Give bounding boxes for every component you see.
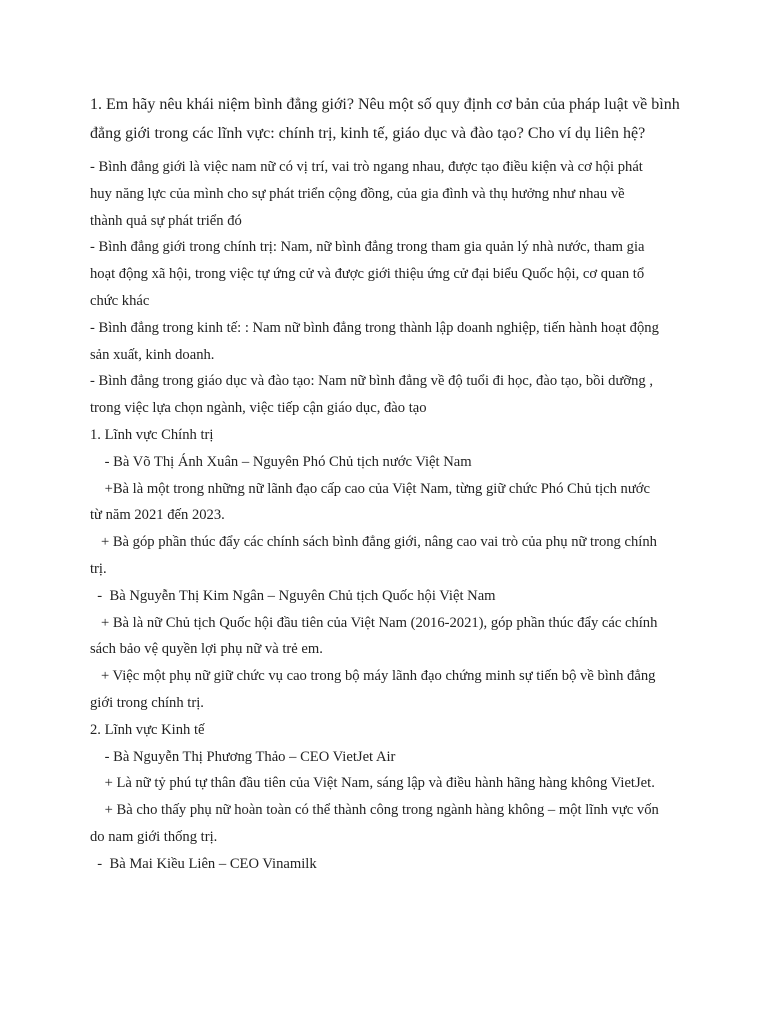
text-line: - Bình đẳng giới là việc nam nữ có vị trí, vai trò ngang nhau, được tạo điều kiện và cơ hội phát xyxy=(90,159,643,175)
text-line: - Bình đẳng giới trong chính trị: Nam, nữ bình đẳng trong tham gia quản lý nhà nước, tham gia xyxy=(90,239,645,256)
text-line: + Là nữ tỷ phú tự thân đầu tiên của Việt Nam, sáng lập và điều hành hãng hàng không VietJet. xyxy=(90,775,655,792)
text-line: + Bà góp phần thúc đẩy các chính sách bình đẳng giới, nâng cao vai trò của phụ nữ trong chính xyxy=(90,534,657,551)
text-line: thành quả sự phát triển đó xyxy=(90,212,242,229)
text-line: sản xuất, kinh doanh. xyxy=(90,346,215,363)
text-line: trong việc lựa chọn ngành, việc tiếp cận giáo dục, đào tạo xyxy=(90,400,427,417)
text-line: +Bà là một trong những nữ lãnh đạo cấp cao của Việt Nam, từng giữ chức Phó Chủ tịch nước xyxy=(90,480,650,497)
text-line: - Bà Mai Kiều Liên – CEO Vinamilk xyxy=(90,855,317,872)
text-line: + Việc một phụ nữ giữ chức vụ cao trong bộ máy lãnh đạo chứng minh sự tiến bộ về bình đẳng xyxy=(90,668,656,685)
text-line: từ năm 2021 đến 2023. xyxy=(90,507,225,524)
text-line: - Bình đẳng trong giáo dục và đào tạo: Nam nữ bình đẳng về độ tuổi đi học, đào tạo, bồi dưỡng , xyxy=(90,373,653,390)
text-line: - Bà Võ Thị Ánh Xuân – Nguyên Phó Chủ tịch nước Việt Nam xyxy=(90,453,472,470)
text-line: 2. Lĩnh vực Kinh tế xyxy=(90,721,205,738)
text-line: hoạt động xã hội, trong việc tự ứng cử và được giới thiệu ứng cử đại biểu Quốc hội, cơ quan tổ xyxy=(90,266,645,283)
text-line: + Bà là nữ Chủ tịch Quốc hội đầu tiên của Việt Nam (2016-2021), góp phần thúc đẩy các chính xyxy=(90,614,658,631)
text-line: - Bà Nguyễn Thị Phương Thảo – CEO VietJet Air xyxy=(90,748,396,765)
text-line: trị. xyxy=(90,560,107,577)
text-line: - Bình đẳng trong kinh tế: : Nam nữ bình đẳng trong thành lập doanh nghiệp, tiến hành hoạt động xyxy=(90,319,659,336)
text-line: do nam giới thống trị. xyxy=(90,828,218,845)
text-line: + Bà cho thấy phụ nữ hoàn toàn có thể thành công trong ngành hàng không – một lĩnh vực vốn xyxy=(90,802,659,819)
text-line: chức khác xyxy=(90,292,150,309)
text-line: giới trong chính trị. xyxy=(90,694,204,711)
question-heading: 1. Em hãy nêu khái niệm bình đẳng giới? Nêu một số quy định cơ bản của pháp luật về bình đẳng giới trong các lĩnh vực: chính trị, kinh tế, giáo dục và đào tạo? Cho ví dụ liên hệ? xyxy=(90,96,680,142)
text-line: 1. Lĩnh vực Chính trị xyxy=(90,426,214,443)
text-line: - Bà Nguyễn Thị Kim Ngân – Nguyên Chủ tịch Quốc hội Việt Nam xyxy=(90,587,496,604)
text-line: huy năng lực của mình cho sự phát triển cộng đồng, của gia đình và thụ hưởng như nhau về xyxy=(90,185,625,202)
text-line: sách bảo vệ quyền lợi phụ nữ và trẻ em. xyxy=(90,641,323,658)
document-page xyxy=(90,90,690,878)
answer-body xyxy=(90,154,690,878)
